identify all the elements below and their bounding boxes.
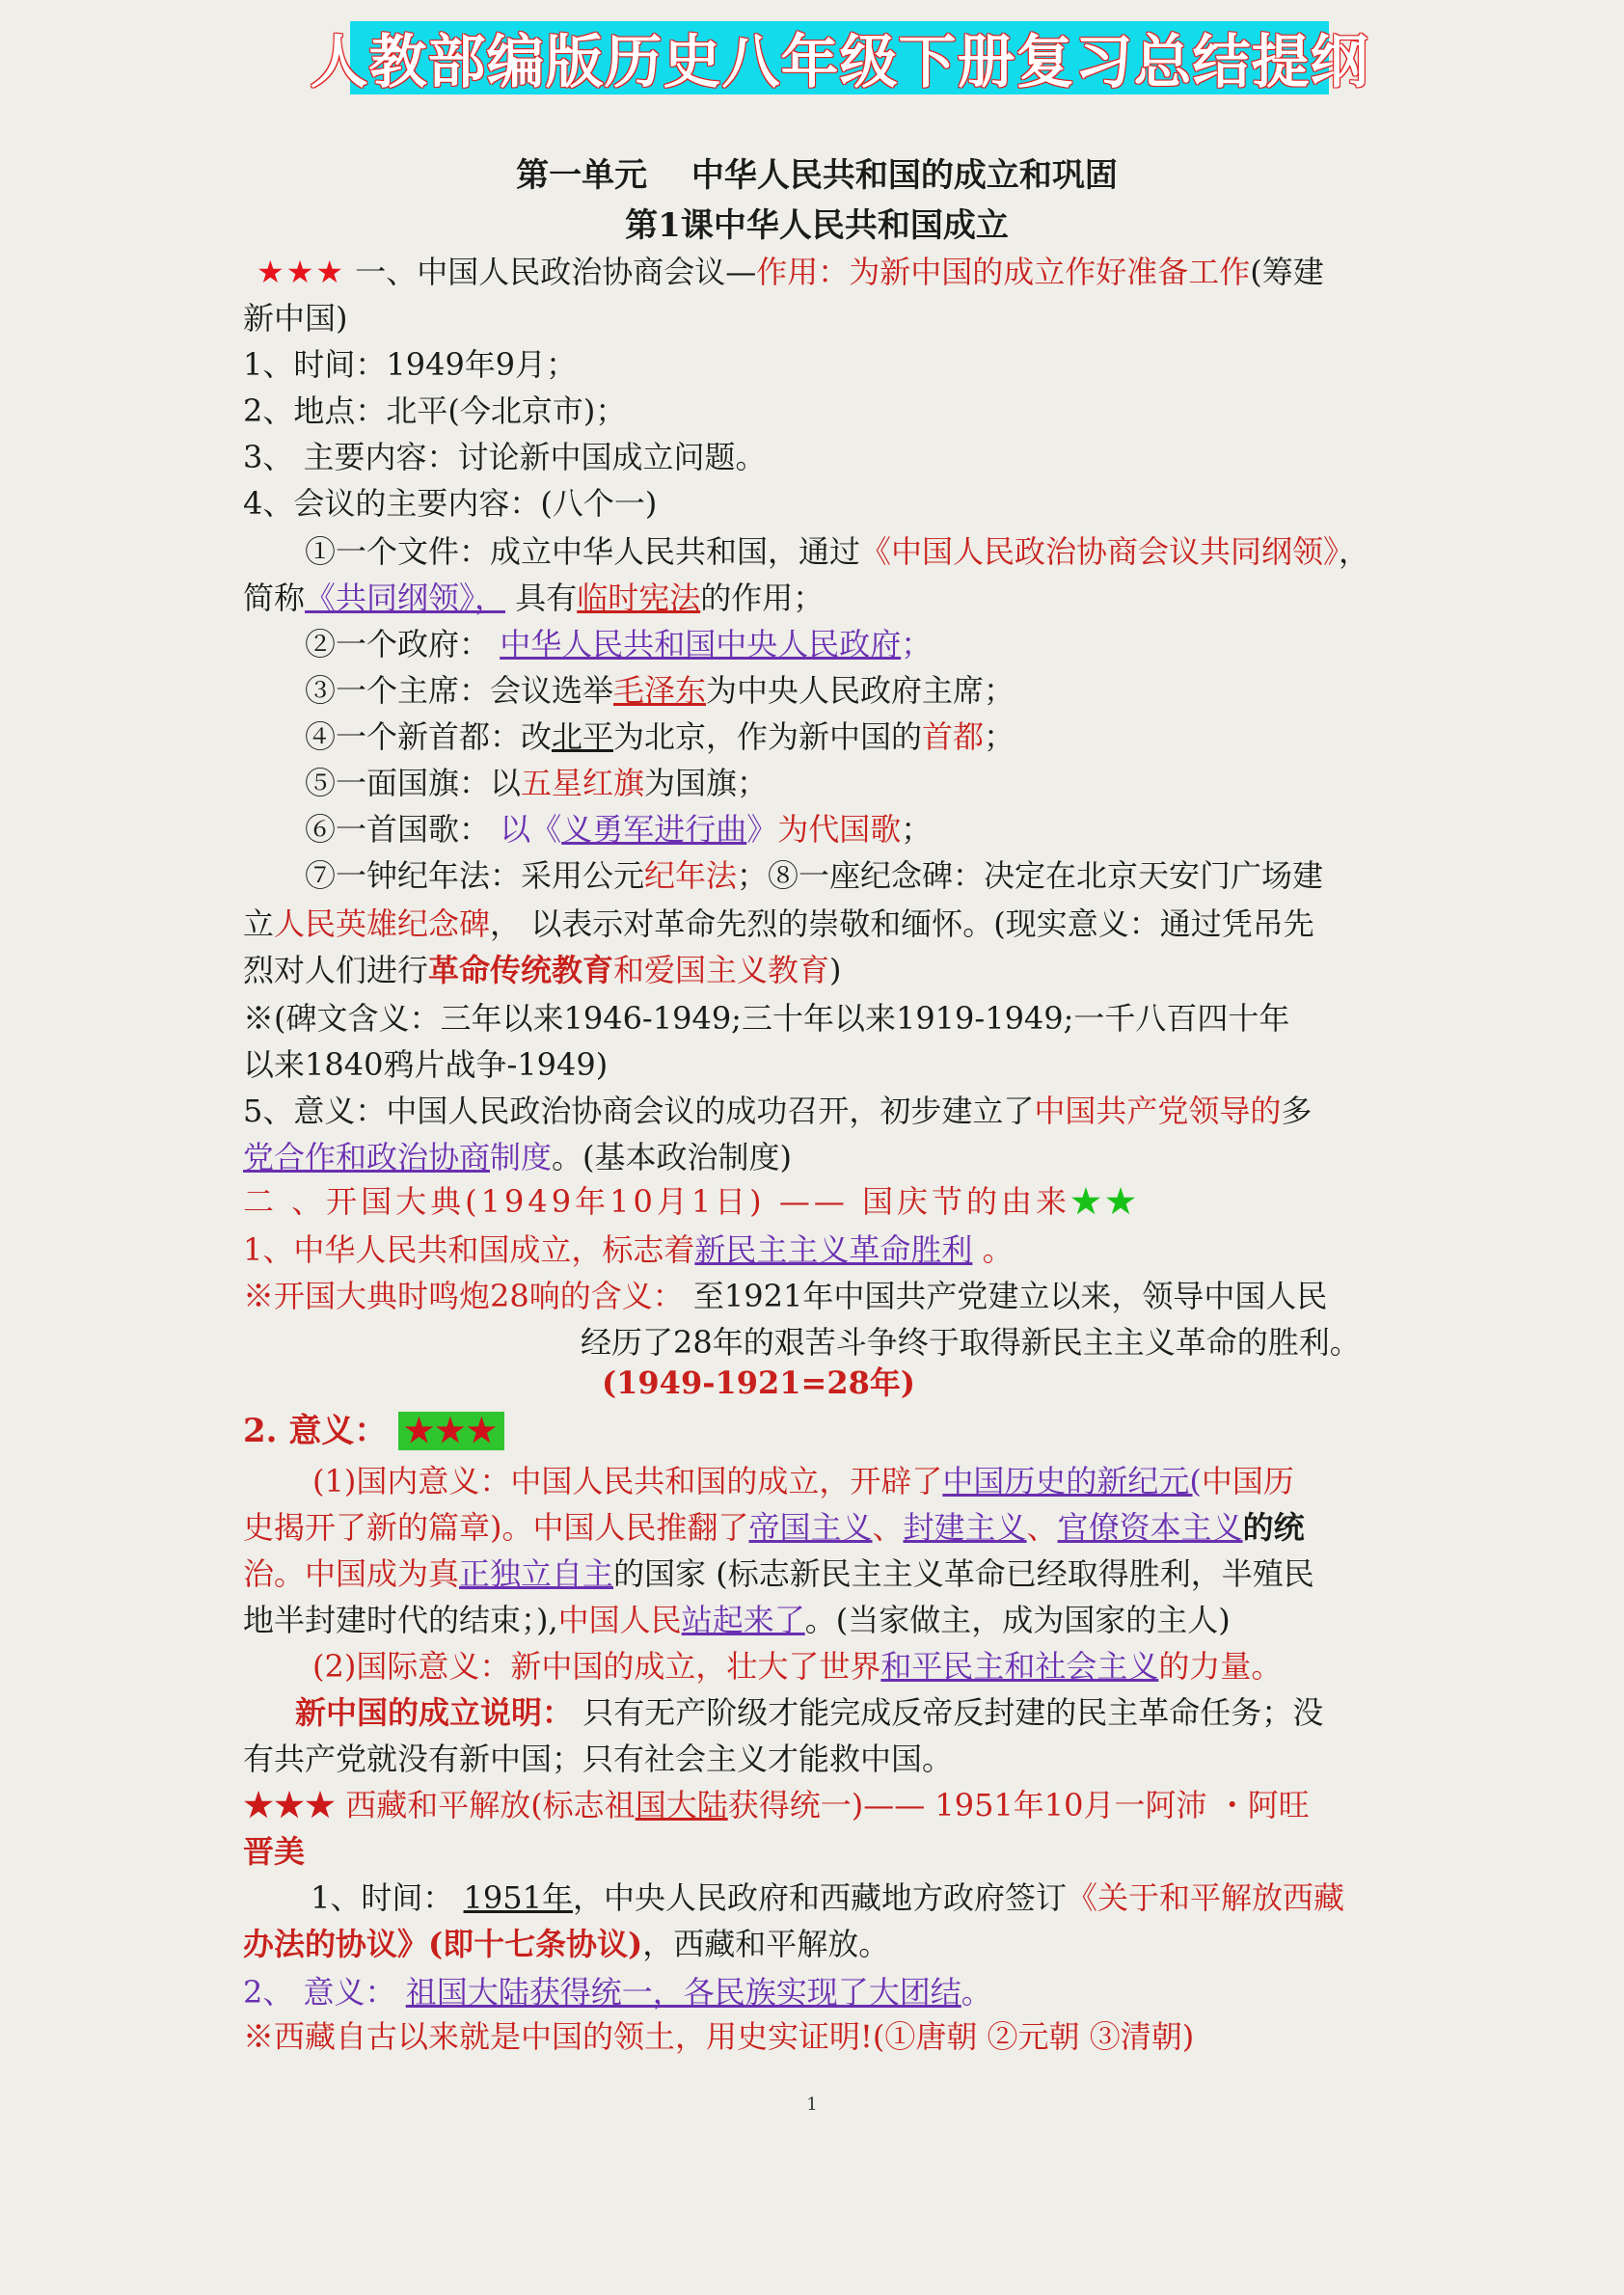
document-banner <box>310 21 1369 96</box>
item-flag: ⑤一面国旗：以五星红旗为国旗； <box>305 765 769 801</box>
importance-stars: ★★★ <box>257 254 346 290</box>
cppcc-significance: 5、意义：中国人民政治协商会议的成功召开，初步建立了中国共产党领导的多 <box>243 1093 1313 1129</box>
banner-title: 人教部编版历史八年级下册复习总结提纲 <box>310 29 1369 96</box>
cppcc-heading-cont: 新中国) <box>243 300 348 337</box>
significance-heading: 2. 意义： ★★★ <box>243 1408 504 1454</box>
salute-formula: (1949-1921=28年) <box>602 1364 916 1401</box>
item-capital: ④一个新首都：改北平为北京，作为新中国的首都； <box>305 718 1015 755</box>
item-document-cont: 简称《共同纲领》， 具有临时宪法的作用； <box>243 580 825 616</box>
domestic-significance-cont2: 治。中国成为真正独立自主的国家 (标志新民主主义革命已经取得胜利，半殖民 <box>243 1555 1314 1592</box>
salute-meaning: ※开国大典时鸣炮28响的含义： 至1921年中国共产党建立以来，领导中国人民 <box>243 1278 1328 1314</box>
cppcc-content-head: 4、会议的主要内容：(八个一) <box>243 485 658 522</box>
tibet-heading-cont: 晋美 <box>243 1833 306 1870</box>
tibet-time: 1、时间： 1951年，中央人民政府和西藏地方政府签订《关于和平解放西藏 <box>311 1879 1345 1916</box>
unit-title: 第一单元 中华人民共和国的成立和巩固 <box>516 156 1118 195</box>
founding-explains: 新中国的成立说明： 只有无产阶级才能完成反帝反封建的民主革命任务；没 <box>295 1694 1324 1731</box>
domestic-significance-cont3: 地半封建时代的结束；),中国人民站起来了。(当家做主，成为国家的主人) <box>243 1602 1231 1638</box>
cppcc-main: 3、 主要内容：讨论新中国成立问题。 <box>243 439 767 475</box>
cppcc-heading: ★★★ 一、中国人民政治协商会议—作用：为新中国的成立作好准备工作(筹建 <box>257 254 1324 290</box>
lesson-title: 第1课中华人民共和国成立 <box>625 206 1009 245</box>
international-significance: (2)国际意义：新中国的成立，壮大了世界和平民主和社会主义的力量。 <box>312 1648 1283 1685</box>
item-anthem: ⑥一首国歌： 以《义勇军进行曲》为代国歌； <box>305 811 933 848</box>
item-monument-cont: 立人民英雄纪念碑， 以表示对革命先烈的崇敬和缅怀。(现实意义：通过凭吊先 <box>243 905 1314 942</box>
founding-ceremony-heading: 二 、开国大典(1949年10月1日) —— 国庆节的由来★★ <box>243 1183 1141 1220</box>
domestic-significance: (1)国内意义：中国人民共和国的成立，开辟了中国历史的新纪元(中国历 <box>312 1463 1294 1499</box>
cppcc-significance-cont: 党合作和政治协商制度。(基本政治制度) <box>243 1139 793 1175</box>
item-chairman: ③一个主席：会议选举毛泽东为中央人民政府主席； <box>305 672 1015 709</box>
cppcc-place: 2、地点：北平(今北京市)； <box>243 392 627 429</box>
tibet-heading: ★★★ 西藏和平解放(标志祖国大陆获得统一)—— 1951年10月一阿沛 ・阿旺 <box>243 1787 1310 1823</box>
page-number: 1 <box>806 2094 818 2115</box>
founding-mark: 1、中华人民共和国成立，标志着新民主主义革命胜利 。 <box>243 1231 1014 1268</box>
cppcc-time: 1、时间：1949年9月； <box>243 346 578 383</box>
tibet-time-cont: 办法的协议》(即十七条协议)，西藏和平解放。 <box>243 1926 890 1962</box>
item-government: ②一个政府： 中华人民共和国中央人民政府； <box>305 626 933 662</box>
inscription-note-cont: 以来1840鸦片战争-1949) <box>243 1046 609 1083</box>
importance-stars: ★★ <box>1070 1183 1141 1220</box>
inscription-note: ※(碑文含义：三年以来1946-1949;三十年以来1919-1949;一千八百四十年 <box>243 1000 1290 1037</box>
item-document: ①一个文件：成立中华人民共和国，通过《中国人民政治协商会议共同纲领》， <box>305 533 1370 570</box>
tibet-significance: 2、 意义： 祖国大陆获得统一，各民族实现了大团结。 <box>243 1974 992 2011</box>
item-calendar-monument: ⑦一钟纪年法：采用公元纪年法；⑧一座纪念碑：决定在北京天安门广场建 <box>305 857 1324 894</box>
importance-stars: ★★★ <box>398 1412 503 1450</box>
item-monument-meaning: 烈对人们进行革命传统教育和爱国主义教育) <box>243 952 842 988</box>
tibet-note: ※西藏自古以来就是中国的领土，用史实证明!(①唐朝 ②元朝 ③清朝) <box>243 2018 1195 2055</box>
domestic-significance-cont: 史揭开了新的篇章)。中国人民推翻了帝国主义、封建主义、官僚资本主义的统 <box>243 1509 1305 1546</box>
importance-stars: ★★★ <box>243 1787 337 1823</box>
founding-explains-cont: 有共产党就没有新中国；只有社会主义才能救中国。 <box>243 1741 954 1777</box>
salute-meaning-cont: 经历了28年的艰苦斗争终于取得新民主主义革命的胜利。 <box>581 1324 1361 1361</box>
